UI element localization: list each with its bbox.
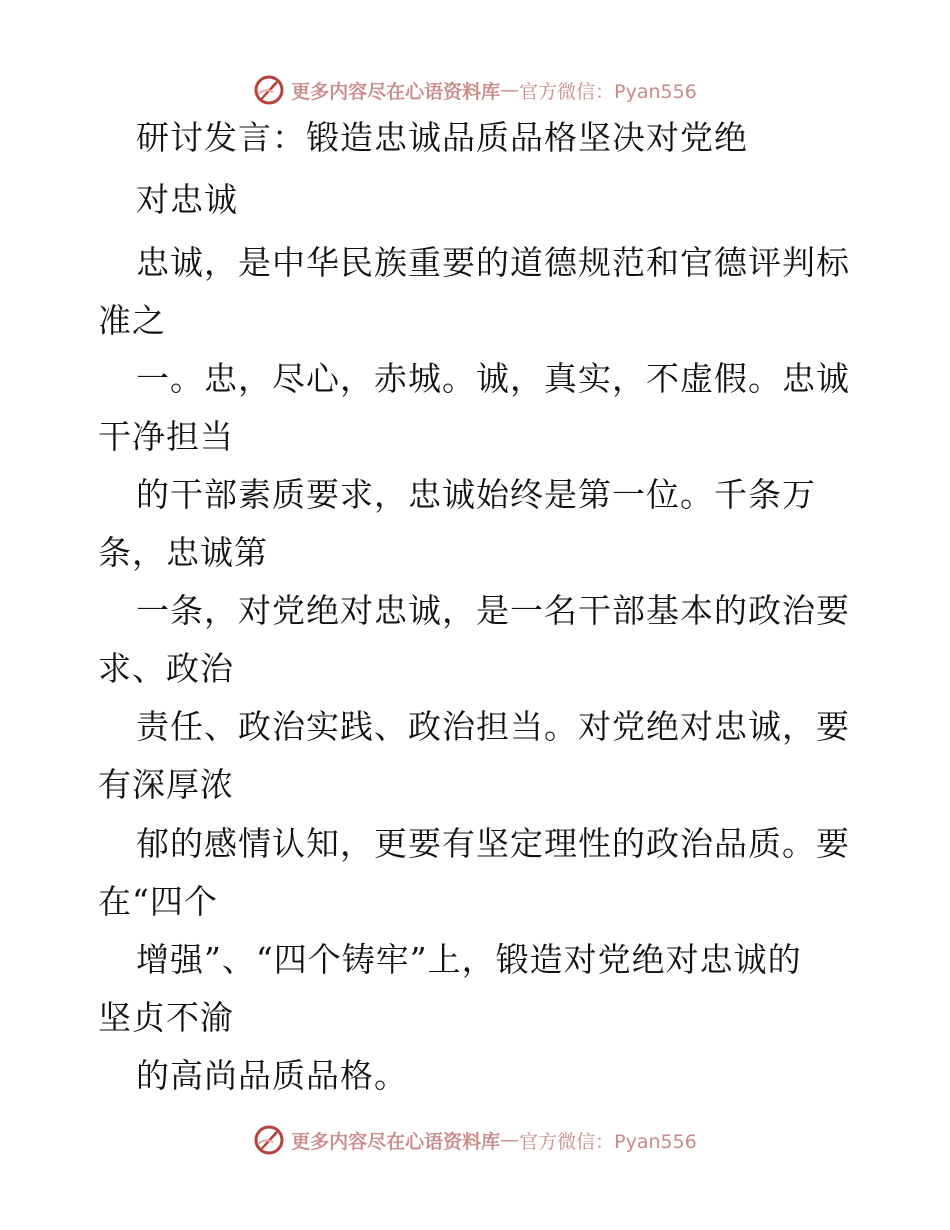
watermark-sub-text: 官方微信：Pyan556 bbox=[519, 80, 697, 103]
paragraph-line: 有深厚浓 bbox=[98, 765, 234, 804]
paragraph-line: 准之 bbox=[98, 301, 166, 340]
footer-watermark bbox=[0, 1120, 950, 1160]
document-title-line-1: 研讨发言：锻造忠诚品质品格坚决对党绝 bbox=[136, 118, 748, 157]
paragraph-line: 条，忠诚第 bbox=[98, 533, 268, 572]
paragraph-line: 忠诚，是中华民族重要的道德规范和官德评判标 bbox=[136, 243, 850, 282]
watermark-sub-text: 官方微信：Pyan556 bbox=[519, 1130, 697, 1153]
paragraph-line: 求、政治 bbox=[98, 649, 234, 688]
watermark-main-text: 更多内容尽在心语资料库 bbox=[291, 1130, 501, 1153]
paragraph-line: 的干部素质要求，忠诚始终是第一位。千条万 bbox=[136, 475, 816, 514]
paragraph-line: 一条，对党绝对忠诚，是一名干部基本的政治要 bbox=[136, 591, 850, 630]
watermark-separator: — bbox=[500, 79, 520, 101]
paragraph-line: 的高尚品质品格。 bbox=[136, 1056, 408, 1095]
paragraph-line: 郁的感情认知，更要有坚定理性的政治品质。要 bbox=[136, 824, 850, 863]
paragraph-line: 坚贞不渝 bbox=[98, 998, 234, 1037]
paragraph-line: 在“四个 bbox=[98, 882, 218, 921]
paragraph-line: 责任、政治实践、政治担当。对党绝对忠诚，要 bbox=[136, 707, 850, 746]
paragraph-line: 增强”、“四个铸牢”上，锻造对党绝对忠诚的 bbox=[136, 940, 802, 979]
watermark-main-text: 更多内容尽在心语资料库 bbox=[291, 80, 501, 103]
header-watermark bbox=[0, 70, 950, 110]
quill-pen-logo-icon bbox=[253, 1124, 285, 1156]
paragraph-line: 干净担当 bbox=[98, 417, 234, 456]
watermark-separator: — bbox=[500, 1129, 520, 1151]
paragraph-line: 一。忠，尽心，赤城。诚，真实，不虚假。忠诚 bbox=[136, 359, 850, 398]
quill-pen-logo-icon bbox=[253, 74, 285, 106]
document-title-line-2: 对忠诚 bbox=[136, 180, 238, 219]
